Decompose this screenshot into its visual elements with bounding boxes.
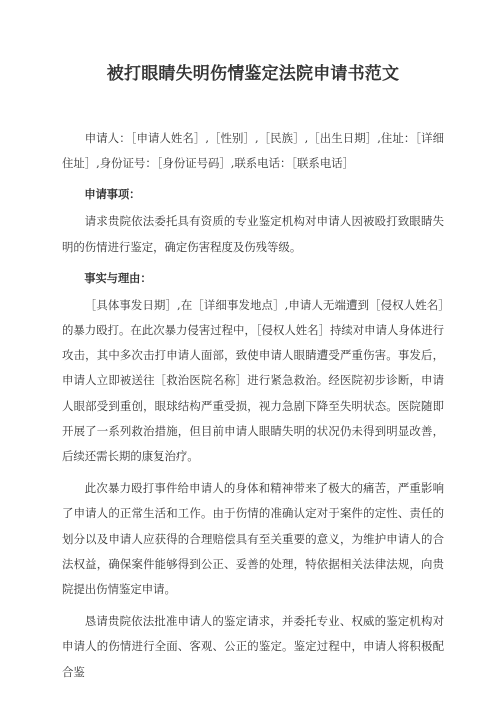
facts-heading: 事实与理由： [84, 271, 152, 285]
request-text: 请求贵院依法委托具有资质的专业鉴定机构对申请人因被殴打致眼睛失明的伤情进行鉴定，确定伤害程度及伤残等级。 [62, 214, 444, 254]
paragraph-gap [62, 469, 444, 476]
request-heading: 申请事项： [84, 188, 141, 202]
applicant-info: 申请人：［申请人姓名］,［性别］,［民族］,［出生日期］,住址：［详细住址］,身份证号：［身份证号码］,联系电话：［联系电话］ [62, 131, 444, 171]
facts-paragraph-1: ［具体事发日期］,在［详细事发地点］,申请人无端遭到［侵权人姓名］的暴力殴打。在此次暴力侵害过程中，［侵权人姓名］持续对申请人身体进行攻击，其中多次击打申请人面部，致使申请人眼睛遭受严重伤害。事发后，申请人立即被送往［救治医院名称］进行紧急救治。经医院初步诊断，申请人眼部受到重创，眼球结构严重受损，视力急剧下降至失明状态。医院随即开展了一系列救治措施，但目前申请人眼睛失明的状况仍未得到明显改善，后续还需长期的康复治疗。 [62, 297, 444, 464]
page-title: 被打眼睛失明伤情鉴定法院申请书范文 [106, 64, 400, 84]
facts-paragraph-3: 恳请贵院依法批准申请人的鉴定请求，并委托专业、权威的鉴定机构对申请人的伤情进行全面、客观、公正的鉴定。鉴定过程中，申请人将积极配合鉴 [62, 614, 444, 679]
facts-paragraph-2: 此次暴力殴打事件给申请人的身体和精神带来了极大的痛苦，严重影响了申请人的正常生活和工作。由于伤情的准确认定对于案件的定性、责任的划分以及申请人应获得的合理赔偿具有至关重要的意义，为维护申请人的合法权益，确保案件能够得到公正、妥善的处理，特依据相关法律法规，向贵院提出伤情鉴定申请。 [62, 481, 444, 597]
paragraph-gap [62, 602, 444, 609]
